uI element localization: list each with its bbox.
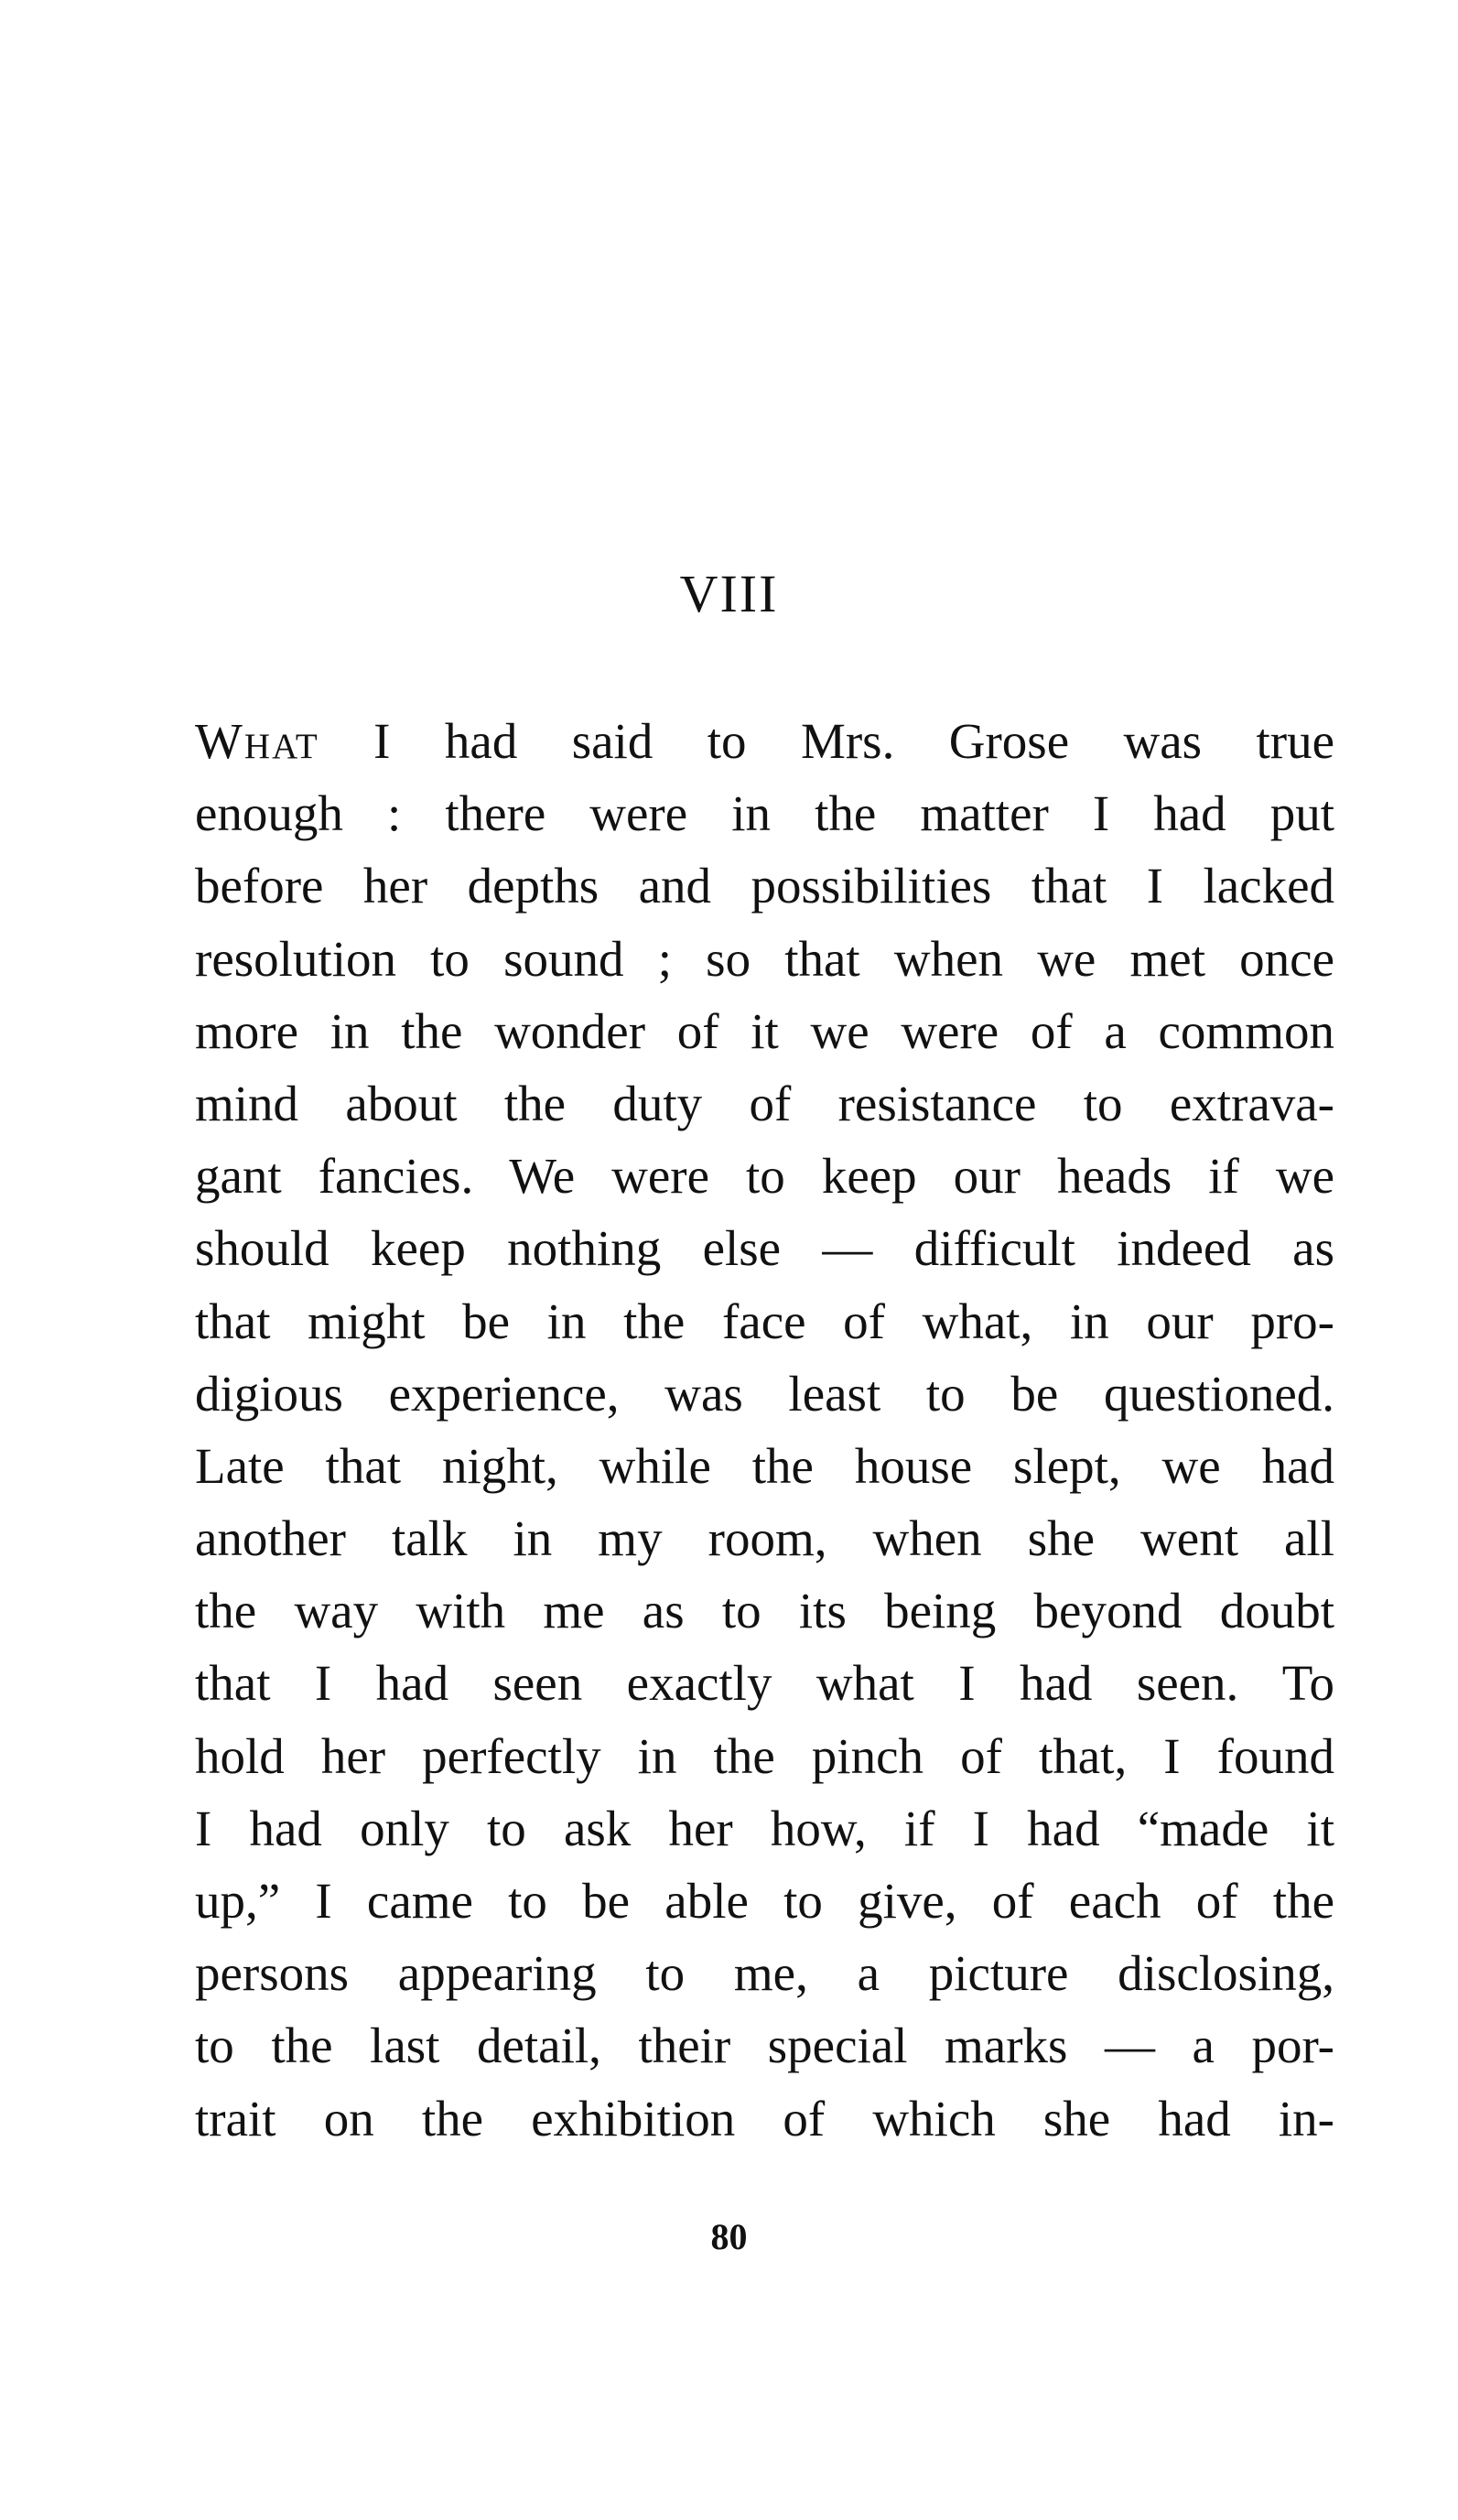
text-line-5: more in the wonder of it we were of a common (195, 1002, 1334, 1059)
text-line-6: mind about the duty of resistance to extrava- (195, 1075, 1334, 1131)
body-text (195, 705, 1334, 2155)
text-line-4: resolution to sound ; so that when we met once (195, 930, 1334, 987)
text-line-10: digious experience, was least to be questioned. (195, 1365, 1334, 1422)
text-line-16: I had only to ask her how, if I had “made it (195, 1800, 1334, 1856)
text-line-1 (195, 705, 1334, 777)
text-line-20: trait on the exhibition of which she had in- (195, 2090, 1334, 2147)
text-line-9: that might be in the face of what, in our pro- (195, 1292, 1334, 1349)
page-number: 80 (710, 2216, 748, 2257)
text-line-13: the way with me as to its being beyond doubt (195, 1583, 1334, 1639)
text-line-2: enough : there were in the matter I had put (195, 785, 1334, 842)
chapter-heading: VIII (679, 564, 779, 623)
text-line-18: persons appearing to me, a picture disclosing, (195, 1945, 1334, 2002)
text-line-17: up,” I came to be able to give, of each of the (195, 1873, 1334, 1929)
first-line-rest: I had said to Mrs. Grose was true (373, 713, 1334, 769)
text-line-7: gant fancies. We were to keep our heads if we (195, 1148, 1334, 1205)
text-line-11: Late that night, while the house slept, we had (195, 1437, 1334, 1494)
opening-word: What (195, 713, 319, 769)
text-line-15: hold her perfectly in the pinch of that, I found (195, 1727, 1334, 1784)
text-line-8: should keep nothing else — difficult indeed as (195, 1220, 1334, 1277)
text-line-19: to the last detail, their special marks — a por- (195, 2017, 1334, 2074)
text-line-3: before her depths and possibilities that I lacked (195, 858, 1334, 914)
text-line-12: another talk in my room, when she went all (195, 1510, 1334, 1567)
text-line-14: that I had seen exactly what I had seen. To (195, 1655, 1334, 1712)
